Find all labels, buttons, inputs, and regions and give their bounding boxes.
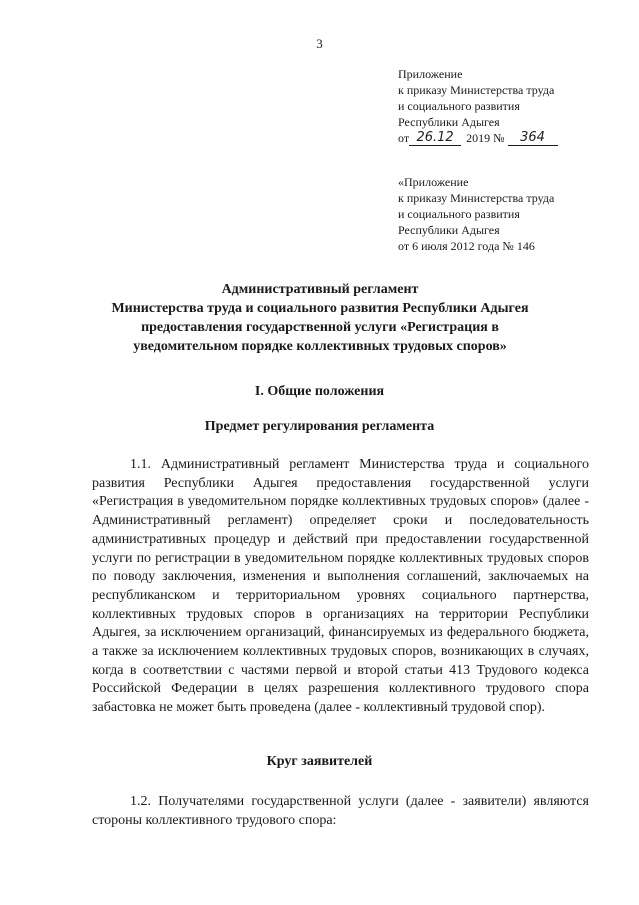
appendix-line: Приложение — [398, 67, 463, 81]
title-line: предоставления государственной услуги «Регистрация в — [141, 320, 499, 335]
appendix-line: к приказу Министерства труда — [398, 191, 555, 205]
section-heading: I. Общие положения — [254, 384, 385, 399]
handwritten-date: 26.12 — [409, 131, 461, 146]
document-title — [90, 280, 550, 356]
appendix-block-old — [398, 174, 628, 254]
appendix-line: от 6 июля 2012 года № 146 — [398, 239, 535, 253]
year-text: 2019 № — [466, 131, 505, 145]
handwritten-order-number: 364 — [508, 131, 558, 146]
appendix-line: и социального развития — [398, 207, 520, 221]
appendix-line: «Приложение — [398, 175, 469, 189]
page-number: 3 — [316, 36, 323, 51]
title-line: Административный регламент — [221, 282, 419, 297]
appendix-date-number-line — [398, 130, 628, 146]
appendix-line: Республики Адыгея — [398, 115, 500, 129]
appendix-line: к приказу Министерства труда — [398, 83, 555, 97]
subheading-applicants: Круг заявителей — [266, 754, 373, 769]
paragraph-1-1: 1.1. Административный регламент Министерства труда и социального развития Республики Адыгея предоставления государственной услуги «Регистрация в уведомительном порядке коллективных трудовых споров» (далее - Административный регламент) определяет сроки и последовательность административных процедур и действий при предоставлении государственной услуги по регистрации в уведомительном порядке коллективных трудовых споров по поводу заключения, изменения и выполнения соглашений, заключаемых на республиканском и территориальном уровнях социального партнерства, коллективных трудовых споров в организациях на территории Республики Адыгея, за исключением организаций, финансируемых из федерального бюджета, а также за исключением коллективных трудовых споров, возникающих в случаях, когда в соответствии с частями первой и второй статьи 413 Трудового кодекса Российской Федерации в целях разрешения коллективного трудового спора забастовка не может быть проведена (далее - коллективный трудовой спор). — [92, 457, 589, 716]
appendix-block-new — [398, 66, 628, 146]
appendix-line: Республики Адыгея — [398, 223, 500, 237]
date-prefix: от — [398, 131, 410, 145]
subheading-regulation-subject: Предмет регулирования регламента — [204, 419, 435, 434]
title-line: Министерства труда и социального развития Республики Адыгея — [111, 301, 529, 316]
title-line: уведомительном порядке коллективных трудовых споров» — [133, 339, 507, 354]
paragraph-1-2: 1.2. Получателями государственной услуги (далее - заявители) являются стороны коллективного трудового спора: — [92, 794, 589, 828]
appendix-line: и социального развития — [398, 99, 520, 113]
